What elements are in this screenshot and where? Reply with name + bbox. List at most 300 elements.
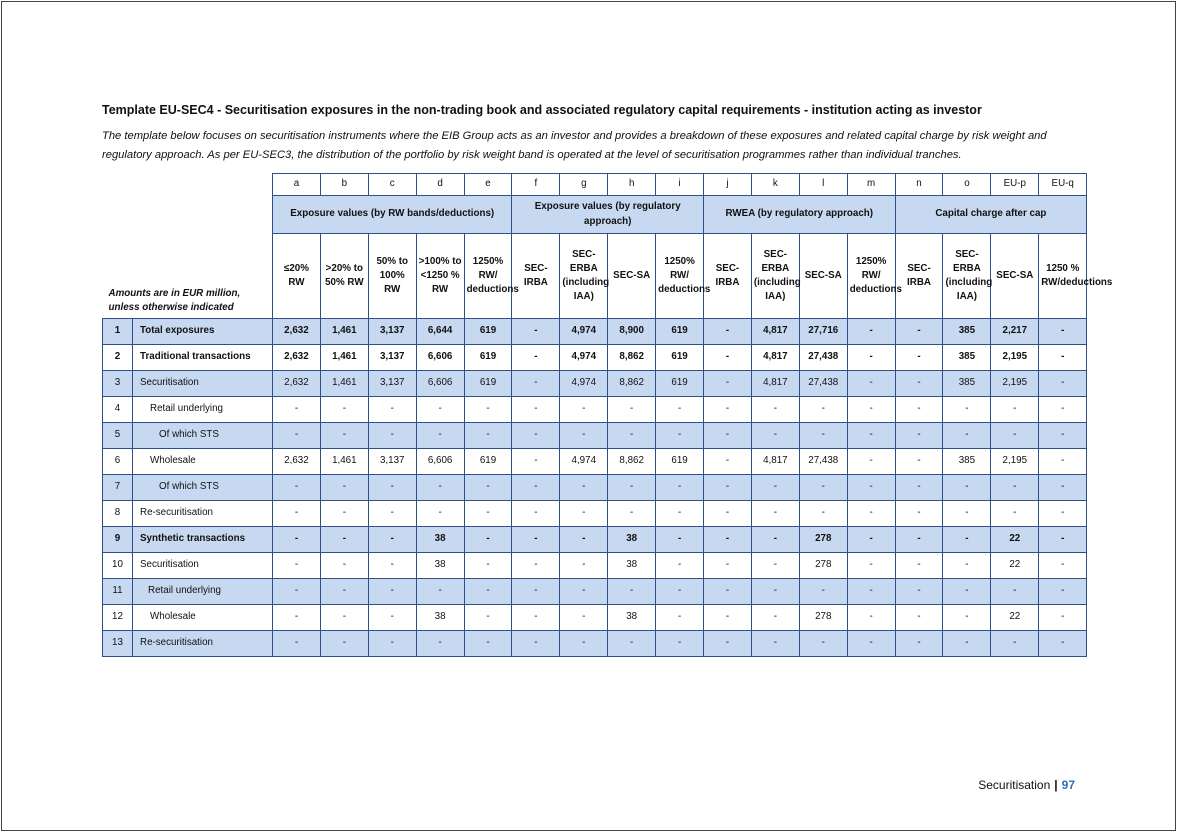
value-cell: - xyxy=(464,605,512,631)
table-row xyxy=(103,397,1087,423)
value-cell: - xyxy=(799,475,847,501)
table-row xyxy=(103,475,1087,501)
value-cell: - xyxy=(320,501,368,527)
value-cell: - xyxy=(656,605,704,631)
value-cell: 385 xyxy=(943,371,991,397)
value-cell: - xyxy=(895,579,943,605)
value-cell: 2,632 xyxy=(273,319,321,345)
column-letter: d xyxy=(416,174,464,196)
value-cell: 4,974 xyxy=(560,449,608,475)
value-cell: 6,644 xyxy=(416,319,464,345)
value-cell: - xyxy=(560,579,608,605)
table-row xyxy=(103,527,1087,553)
value-cell: - xyxy=(1039,579,1087,605)
row-number: 12 xyxy=(103,605,133,631)
value-cell: - xyxy=(608,397,656,423)
sub-header: SEC-ERBA (including IAA) xyxy=(751,234,799,319)
sub-header: 1250% RW/ deductions xyxy=(464,234,512,319)
value-cell: - xyxy=(368,605,416,631)
table-row xyxy=(103,371,1087,397)
value-cell: - xyxy=(991,397,1039,423)
value-cell: - xyxy=(273,475,321,501)
table-row xyxy=(103,501,1087,527)
value-cell: - xyxy=(320,423,368,449)
value-cell: - xyxy=(895,631,943,657)
value-cell: 22 xyxy=(991,527,1039,553)
sub-header: ≤20% RW xyxy=(273,234,321,319)
value-cell: - xyxy=(847,527,895,553)
column-letter: h xyxy=(608,174,656,196)
value-cell: - xyxy=(943,475,991,501)
value-cell: - xyxy=(704,449,752,475)
value-cell: - xyxy=(847,345,895,371)
template-intro: The template below focuses on securitisation instruments where the EIB Group acts as an investor and provides a breakdown of these exposures and related capital charge by risk weight and regulatory approach. As per EU-SEC3, the distribution of the portfolio by risk weight band is operated at the level of securitisation programmes rather than individual tranches. xyxy=(102,130,1047,161)
value-cell: - xyxy=(273,579,321,605)
value-cell: - xyxy=(368,527,416,553)
row-number: 2 xyxy=(103,345,133,371)
value-cell: - xyxy=(416,397,464,423)
row-label: Traditional transactions xyxy=(133,345,273,371)
footer-section: Securitisation xyxy=(978,778,1051,792)
value-cell: - xyxy=(847,397,895,423)
value-cell: - xyxy=(512,527,560,553)
sub-header: SEC-SA xyxy=(991,234,1039,319)
value-cell: - xyxy=(1039,605,1087,631)
value-cell: - xyxy=(991,579,1039,605)
value-cell: 4,817 xyxy=(751,371,799,397)
value-cell: - xyxy=(560,501,608,527)
table-row xyxy=(103,579,1087,605)
value-cell: - xyxy=(943,423,991,449)
value-cell: - xyxy=(320,397,368,423)
value-cell: 619 xyxy=(464,345,512,371)
value-cell: - xyxy=(847,475,895,501)
value-cell: - xyxy=(991,475,1039,501)
group-header: Exposure values (by RW bands/deductions) xyxy=(273,196,512,234)
row-label: Securitisation xyxy=(133,553,273,579)
column-letter: EU-q xyxy=(1039,174,1087,196)
value-cell: - xyxy=(704,423,752,449)
value-cell: - xyxy=(368,501,416,527)
value-cell: - xyxy=(656,553,704,579)
document-page xyxy=(1,1,1176,831)
value-cell: 4,974 xyxy=(560,345,608,371)
value-cell: 619 xyxy=(656,449,704,475)
column-letter: j xyxy=(704,174,752,196)
value-cell: - xyxy=(991,423,1039,449)
value-cell: - xyxy=(656,579,704,605)
value-cell: - xyxy=(656,397,704,423)
amounts-note-line: unless otherwise indicated xyxy=(108,301,234,313)
value-cell: - xyxy=(512,371,560,397)
value-cell: - xyxy=(368,553,416,579)
group-header: Capital charge after cap xyxy=(895,196,1087,234)
value-cell: 4,817 xyxy=(751,345,799,371)
page-footer xyxy=(978,778,1075,792)
value-cell: - xyxy=(464,501,512,527)
value-cell: - xyxy=(943,605,991,631)
value-cell: - xyxy=(895,371,943,397)
value-cell: - xyxy=(320,605,368,631)
value-cell: - xyxy=(704,345,752,371)
value-cell: - xyxy=(273,553,321,579)
value-cell: - xyxy=(368,631,416,657)
value-cell: - xyxy=(895,553,943,579)
value-cell: - xyxy=(273,501,321,527)
row-number: 7 xyxy=(103,475,133,501)
value-cell: 8,862 xyxy=(608,345,656,371)
value-cell: 619 xyxy=(656,319,704,345)
row-label: Wholesale xyxy=(133,449,273,475)
sub-header: SEC-IRBA xyxy=(895,234,943,319)
group-header: RWEA (by regulatory approach) xyxy=(704,196,896,234)
value-cell: 2,632 xyxy=(273,371,321,397)
value-cell: 1,461 xyxy=(320,449,368,475)
value-cell: - xyxy=(512,553,560,579)
footer-separator: | xyxy=(1054,778,1058,792)
value-cell: - xyxy=(895,501,943,527)
value-cell: - xyxy=(512,449,560,475)
value-cell: - xyxy=(1039,631,1087,657)
value-cell: 1,461 xyxy=(320,345,368,371)
value-cell: 38 xyxy=(608,605,656,631)
value-cell: - xyxy=(512,345,560,371)
value-cell: - xyxy=(368,475,416,501)
value-cell: 27,438 xyxy=(799,371,847,397)
value-cell: - xyxy=(560,423,608,449)
value-cell: - xyxy=(1039,553,1087,579)
value-cell: - xyxy=(512,423,560,449)
column-letter: a xyxy=(273,174,321,196)
value-cell: - xyxy=(464,527,512,553)
value-cell: - xyxy=(943,527,991,553)
value-cell: - xyxy=(273,631,321,657)
value-cell: 619 xyxy=(464,371,512,397)
value-cell: 8,862 xyxy=(608,371,656,397)
value-cell: - xyxy=(847,631,895,657)
value-cell: - xyxy=(943,579,991,605)
column-letter: f xyxy=(512,174,560,196)
sub-header: 50% to 100% RW xyxy=(368,234,416,319)
sub-header: SEC-ERBA (including IAA) xyxy=(560,234,608,319)
value-cell: - xyxy=(464,553,512,579)
value-cell: - xyxy=(512,319,560,345)
value-cell: - xyxy=(416,579,464,605)
value-cell: - xyxy=(608,423,656,449)
sub-header: >20% to 50% RW xyxy=(320,234,368,319)
value-cell: - xyxy=(560,605,608,631)
value-cell: 2,195 xyxy=(991,345,1039,371)
value-cell: 38 xyxy=(416,527,464,553)
sub-header: 1250 % RW/deductions xyxy=(1039,234,1087,319)
value-cell: - xyxy=(895,345,943,371)
value-cell: 38 xyxy=(608,553,656,579)
value-cell: 3,137 xyxy=(368,319,416,345)
page-number: 97 xyxy=(1061,778,1075,792)
value-cell: - xyxy=(704,527,752,553)
sub-header: 1250% RW/ deductions xyxy=(847,234,895,319)
column-letter: o xyxy=(943,174,991,196)
value-cell: - xyxy=(273,397,321,423)
value-cell: - xyxy=(416,501,464,527)
value-cell: - xyxy=(560,475,608,501)
value-cell: - xyxy=(416,423,464,449)
value-cell: - xyxy=(512,475,560,501)
column-letter-row xyxy=(103,174,1087,196)
value-cell: - xyxy=(847,605,895,631)
value-cell: 22 xyxy=(991,553,1039,579)
value-cell: 278 xyxy=(799,527,847,553)
value-cell: - xyxy=(751,527,799,553)
column-letter: g xyxy=(560,174,608,196)
value-cell: - xyxy=(464,423,512,449)
row-label: Retail underlying xyxy=(133,579,273,605)
value-cell: - xyxy=(608,501,656,527)
column-letter: c xyxy=(368,174,416,196)
value-cell: 385 xyxy=(943,319,991,345)
value-cell: 4,974 xyxy=(560,371,608,397)
value-cell: - xyxy=(273,527,321,553)
row-number: 3 xyxy=(103,371,133,397)
table-row xyxy=(103,553,1087,579)
value-cell: - xyxy=(608,631,656,657)
value-cell: - xyxy=(512,501,560,527)
row-label: Synthetic transactions xyxy=(133,527,273,553)
value-cell: - xyxy=(895,319,943,345)
row-number: 4 xyxy=(103,397,133,423)
value-cell: 27,438 xyxy=(799,345,847,371)
table-row xyxy=(103,605,1087,631)
row-label: Re-securitisation xyxy=(133,631,273,657)
value-cell: - xyxy=(751,553,799,579)
value-cell: - xyxy=(751,501,799,527)
value-cell: - xyxy=(368,397,416,423)
value-cell: - xyxy=(560,553,608,579)
value-cell: 2,217 xyxy=(991,319,1039,345)
row-label: Of which STS xyxy=(133,423,273,449)
sub-header: SEC-IRBA xyxy=(512,234,560,319)
value-cell: - xyxy=(656,501,704,527)
value-cell: - xyxy=(1039,449,1087,475)
value-cell: 2,195 xyxy=(991,371,1039,397)
value-cell: - xyxy=(751,631,799,657)
value-cell: - xyxy=(1039,345,1087,371)
value-cell: - xyxy=(943,553,991,579)
sub-header: SEC-ERBA (including IAA) xyxy=(943,234,991,319)
value-cell: 3,137 xyxy=(368,371,416,397)
value-cell: 8,862 xyxy=(608,449,656,475)
row-label: Retail underlying xyxy=(133,397,273,423)
value-cell: 4,817 xyxy=(751,319,799,345)
value-cell: - xyxy=(512,397,560,423)
value-cell: 385 xyxy=(943,345,991,371)
sub-header: SEC-IRBA xyxy=(704,234,752,319)
value-cell: 1,461 xyxy=(320,319,368,345)
column-letter: i xyxy=(656,174,704,196)
value-cell: - xyxy=(320,553,368,579)
column-letter: k xyxy=(751,174,799,196)
value-cell: - xyxy=(560,631,608,657)
row-label: Wholesale xyxy=(133,605,273,631)
value-cell: - xyxy=(560,527,608,553)
value-cell: - xyxy=(273,605,321,631)
sub-header: >100% to <1250 % RW xyxy=(416,234,464,319)
row-number: 6 xyxy=(103,449,133,475)
value-cell: - xyxy=(1039,527,1087,553)
value-cell: - xyxy=(656,631,704,657)
value-cell: - xyxy=(991,501,1039,527)
value-cell: 4,974 xyxy=(560,319,608,345)
row-number: 1 xyxy=(103,319,133,345)
value-cell: 22 xyxy=(991,605,1039,631)
row-number: 13 xyxy=(103,631,133,657)
row-number: 10 xyxy=(103,553,133,579)
value-cell: - xyxy=(656,423,704,449)
value-cell: - xyxy=(847,501,895,527)
value-cell: - xyxy=(560,397,608,423)
value-cell: - xyxy=(991,631,1039,657)
value-cell: - xyxy=(895,397,943,423)
table-row xyxy=(103,423,1087,449)
sub-header: SEC-SA xyxy=(608,234,656,319)
value-cell: 6,606 xyxy=(416,345,464,371)
value-cell: 278 xyxy=(799,605,847,631)
value-cell: - xyxy=(320,579,368,605)
value-cell: - xyxy=(1039,371,1087,397)
value-cell: - xyxy=(847,423,895,449)
group-header: Exposure values (by regulatory approach) xyxy=(512,196,704,234)
value-cell: - xyxy=(847,371,895,397)
value-cell: - xyxy=(943,397,991,423)
column-letter: EU-p xyxy=(991,174,1039,196)
value-cell: - xyxy=(704,371,752,397)
value-cell: 2,632 xyxy=(273,345,321,371)
value-cell: - xyxy=(751,397,799,423)
value-cell: 2,195 xyxy=(991,449,1039,475)
sub-header: 1250% RW/ deductions xyxy=(656,234,704,319)
row-number: 5 xyxy=(103,423,133,449)
value-cell: 2,632 xyxy=(273,449,321,475)
value-cell: 27,716 xyxy=(799,319,847,345)
template-title: Template EU-SEC4 - Securitisation exposures in the non-trading book and associated regulatory capital requirements - institution acting as investor xyxy=(102,103,982,117)
row-label: Total exposures xyxy=(133,319,273,345)
value-cell: - xyxy=(799,631,847,657)
value-cell: - xyxy=(1039,475,1087,501)
value-cell: 385 xyxy=(943,449,991,475)
value-cell: - xyxy=(751,475,799,501)
column-letter: l xyxy=(799,174,847,196)
value-cell: - xyxy=(464,631,512,657)
value-cell: - xyxy=(895,423,943,449)
value-cell: - xyxy=(1039,501,1087,527)
value-cell: 619 xyxy=(464,319,512,345)
value-cell: - xyxy=(751,579,799,605)
value-cell: 3,137 xyxy=(368,345,416,371)
value-cell: 619 xyxy=(464,449,512,475)
value-cell: 27,438 xyxy=(799,449,847,475)
value-cell: - xyxy=(704,579,752,605)
securitisation-table xyxy=(102,173,1113,657)
value-cell: - xyxy=(704,397,752,423)
value-cell: - xyxy=(895,449,943,475)
value-cell: - xyxy=(608,579,656,605)
value-cell: - xyxy=(512,631,560,657)
value-cell: 3,137 xyxy=(368,449,416,475)
value-cell: 38 xyxy=(608,527,656,553)
value-cell: - xyxy=(368,423,416,449)
amounts-note xyxy=(103,196,273,319)
value-cell: - xyxy=(608,475,656,501)
value-cell: - xyxy=(320,527,368,553)
row-label: Re-securitisation xyxy=(133,501,273,527)
value-cell: - xyxy=(656,527,704,553)
row-label: Securitisation xyxy=(133,371,273,397)
row-number: 9 xyxy=(103,527,133,553)
value-cell: - xyxy=(464,579,512,605)
value-cell: - xyxy=(656,475,704,501)
value-cell: - xyxy=(895,475,943,501)
value-cell: - xyxy=(943,631,991,657)
value-cell: 6,606 xyxy=(416,371,464,397)
value-cell: - xyxy=(704,319,752,345)
column-letter: m xyxy=(847,174,895,196)
value-cell: - xyxy=(320,631,368,657)
value-cell: - xyxy=(847,553,895,579)
column-letter: b xyxy=(320,174,368,196)
value-cell: - xyxy=(704,553,752,579)
row-number: 8 xyxy=(103,501,133,527)
value-cell: - xyxy=(1039,319,1087,345)
value-cell: - xyxy=(1039,423,1087,449)
value-cell: 8,900 xyxy=(608,319,656,345)
value-cell: - xyxy=(704,631,752,657)
table-row xyxy=(103,449,1087,475)
value-cell: - xyxy=(512,605,560,631)
group-header-row xyxy=(103,196,1087,234)
value-cell: 38 xyxy=(416,605,464,631)
value-cell: - xyxy=(416,631,464,657)
value-cell: - xyxy=(751,423,799,449)
value-cell: - xyxy=(320,475,368,501)
value-cell: 278 xyxy=(799,553,847,579)
value-cell: 6,606 xyxy=(416,449,464,475)
value-cell: - xyxy=(799,423,847,449)
value-cell: 4,817 xyxy=(751,449,799,475)
value-cell: - xyxy=(464,397,512,423)
value-cell: 38 xyxy=(416,553,464,579)
sub-header: SEC-SA xyxy=(799,234,847,319)
value-cell: - xyxy=(1039,397,1087,423)
value-cell: - xyxy=(799,397,847,423)
value-cell: - xyxy=(895,605,943,631)
value-cell: 619 xyxy=(656,371,704,397)
table-row xyxy=(103,319,1087,345)
value-cell: - xyxy=(895,527,943,553)
value-cell: - xyxy=(704,605,752,631)
value-cell: - xyxy=(799,579,847,605)
table-row xyxy=(103,631,1087,657)
value-cell: - xyxy=(943,501,991,527)
value-cell: - xyxy=(847,449,895,475)
value-cell: - xyxy=(847,579,895,605)
value-cell: - xyxy=(799,501,847,527)
amounts-note-line: Amounts are in EUR million, xyxy=(108,287,241,299)
value-cell: - xyxy=(847,319,895,345)
value-cell: 619 xyxy=(656,345,704,371)
value-cell: - xyxy=(704,475,752,501)
value-cell: - xyxy=(512,579,560,605)
value-cell: - xyxy=(464,475,512,501)
